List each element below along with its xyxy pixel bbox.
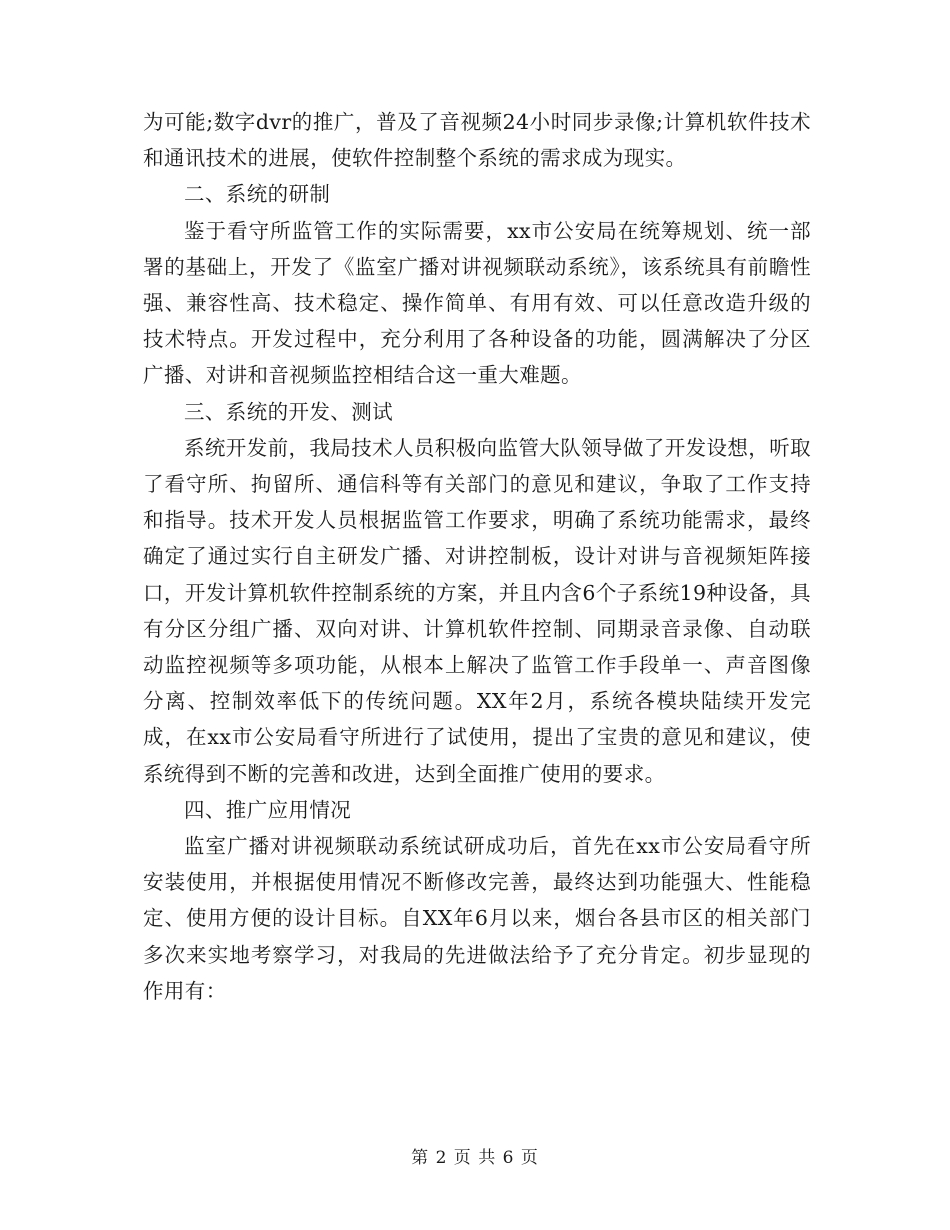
page-number-label: 第 2 页 共 6 页 (411, 1148, 539, 1168)
section-heading: 二、系统的研制 (184, 182, 331, 207)
paragraph: 为可能;数字dvr的推广，普及了音视频24小时同步录像;计算机软件技术和通讯技术的进展，使软件控制整个系统的需求成为现实。 (143, 110, 811, 171)
section-heading: 四、推广应用情况 (184, 797, 352, 822)
paragraph: 鉴于看守所监管工作的实际需要，xx市公安局在统筹规划、统一部署的基础上，开发了《监室广播对讲视频联动系统》，该系统具有前瞻性强、兼容性高、技术稳定、操作简单、有用有效、可以任意改造升级的技术特点。开发过程中，充分利用了各种设备的功能，圆满解决了分区广播、对讲和音视频监控相结合这一重大难题。 (143, 218, 811, 388)
paragraph: 监室广播对讲视频联动系统试研成功后，首先在xx市公安局看守所安装使用，并根据使用情况不断修改完善，最终达到功能强大、性能稳定、使用方便的设计目标。自XX年6月以来，烟台各县市区的相关部门多次来实地考察学习，对我局的先进做法给予了充分肯定。初步显现的作用有： (143, 834, 811, 1003)
page-footer (0, 1146, 950, 1170)
document-body (143, 104, 811, 1009)
section-heading: 三、系统的开发、测试 (184, 399, 393, 424)
paragraph: 系统开发前，我局技术人员积极向监管大队领导做了开发设想，听取了看守所、拘留所、通信科等有关部门的意见和建议，争取了工作支持和指导。技术开发人员根据监管工作要求，明确了系统功能需求，最终确定了通过实行自主研发广播、对讲控制板，设计对讲与音视频矩阵接口，开发计算机软件控制系统的方案，并且内含6个子系统19种设备，具有分区分组广播、双向对讲、计算机软件控制、同期录音录像、自动联动监控视频等多项功能，从根本上解决了监管工作手段单一、声音图像分离、控制效率低下的传统问题。XX年2月，系统各模块陆续开发完成，在xx市公安局看守所进行了试使用，提出了宝贵的意见和建议，使系统得到不断的完善和改进，达到全面推广使用的要求。 (143, 435, 811, 786)
